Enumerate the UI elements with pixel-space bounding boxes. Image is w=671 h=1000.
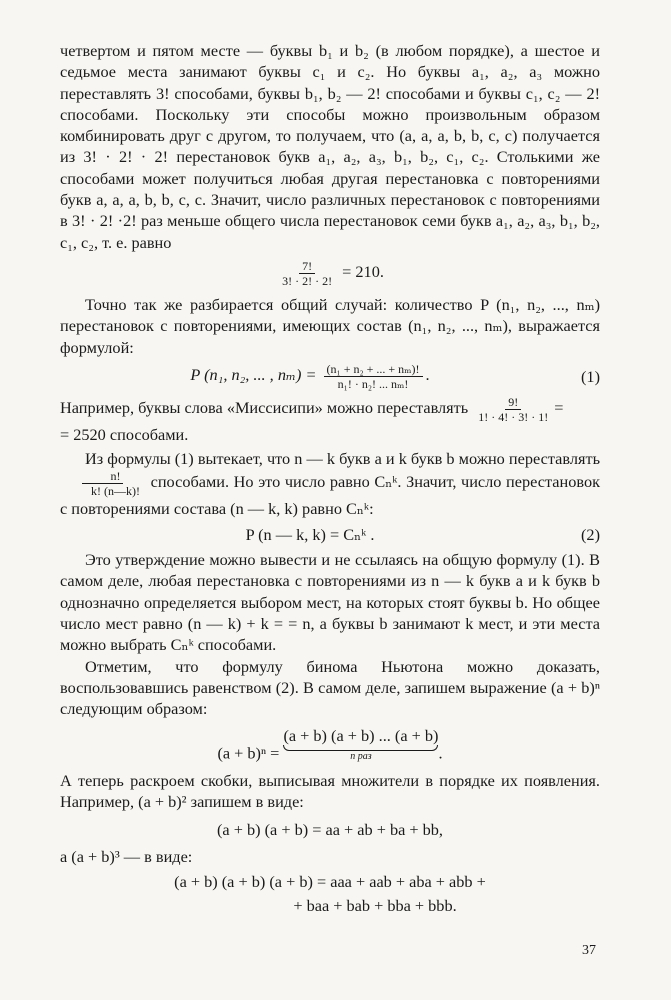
paragraph-1: четвертом и пятом месте — буквы b₁ и b₂ (в любом порядке), а шестое и седьмое места занимают буквы c₁ и c₂. Но буквы a₁, a₂, a₃ можно переставлять 3! способами, буквы b₁, b₂ — 2! способами и буквы c₁, c₂ — 2! способами. Поскольку эти способы можно произвольным образом комбинировать друг с другом, то получаем, что (a, a, a, b, b, c, c) получается из 3! · 2! · 2! перестановок букв a₁, a₂, a₃, b₁, b₂, c₁, c₂. Столькими же способами может получиться любая другая перестановка с повторениями букв a, a, a, b, b, c, c. Значит, число различных перестановок с повторениями в 3! · 2! ·2! раз меньше общего числа перестановок семи букв a₁, a₂, a₃, b₁, b₂, c₁, c₂, т. е. равно [60,41,600,252]
formula-1 [60,362,600,391]
formula-210-rhs: = 210. [342,262,384,282]
underbrace-product [283,725,438,761]
paragraph-8: а (a + b)³ — в виде: [60,846,193,866]
paragraph-5: Это утверждение можно вывести и не ссылаясь на общую формулу (1). В самом деле, любая перестановка с повторениями из n — k букв a и k букв b однозначно определяется выбором мест, на которых стоят буквы b. Но общее число мест равно (n — k) + k = = n, а буквы b занимают k мест, и эти места можно выбрать Cₙᵏ способами. [60,550,600,655]
formula-1-body [60,362,560,391]
formula-210-fraction [279,259,335,288]
formula-1-lhs: P (n₁, n₂, ... , nₘ) = [190,365,317,385]
fraction-denominator: k! (n—k)! [91,484,140,499]
formula-210 [60,259,600,288]
formula-binomial-lhs: (a + b)ⁿ = [217,743,280,763]
fraction-numerator: n! [82,469,123,484]
paragraph-3-text: Например, буквы слова «Миссисипи» можно переставлять [60,398,469,418]
underbrace-label: n раз [350,750,372,762]
formula-binomial-power [60,725,600,764]
page-body [60,40,600,918]
fraction-numerator: (n₁ + n₂ + ... + nₘ)! [324,362,423,377]
underbrace-content: (a + b) (a + b) ... (a + b) [283,726,439,746]
formula-binomial-end: . [438,743,443,763]
paragraph-2: Точно так же разбирается общий случай: количество P (n₁, n₂, ..., nₘ) перестановок с повторениями, имеющих состав (n₁, n₂, ..., nₘ), выражается формулой: [60,294,600,357]
formula-2 [60,524,600,545]
paragraph-6: Отметим, что формулу бинома Ньютона можно доказать, воспользовавшись равенством (2). В самом деле, запишем выражение (a + b)ⁿ следующим образом: [60,656,600,719]
formula-cube-expansion-line-2: + baa + bab + bba + bbb. [293,895,457,915]
paragraph-3 [60,395,600,445]
paragraph-4-text-b: способами. Но это число равно Cₙᵏ. Значит, число перестановок с повторениями состава (n — k, k) равно Cₙᵏ: [60,472,600,519]
page-number: 37 [582,943,596,958]
paragraph-3-result: = 2520 способами. [60,424,189,444]
fraction-denominator: n₁! · n₂! ... nₘ! [337,376,409,391]
paragraph-3-equals: = [554,398,564,418]
equation-number-2: (2) [581,524,600,544]
fraction-numerator: 7! [299,259,315,274]
formula-2-body: P (n — k, k) = Cₙᵏ . [245,524,375,544]
fraction-numerator: 9! [505,395,521,410]
paragraph-7: А теперь раскроем скобки, выписывая множители в порядке их появления. Например, (a + b)² запишем в виде: [60,771,600,812]
formula-1-end: . [425,365,430,385]
mississippi-fraction [475,395,551,424]
formula-1-fraction [324,362,423,391]
fraction-denominator: 3! · 2! · 2! [282,273,333,288]
equation-number-1: (1) [581,366,600,386]
fraction-denominator: 1! · 4! · 3! · 1! [478,409,549,424]
paragraph-4 [60,448,600,520]
binomial-fraction [63,469,143,498]
formula-square-expansion: (a + b) (a + b) = aa + ab + ba + bb, [217,819,443,839]
formula-cube-expansion-line-1: (a + b) (a + b) (a + b) = aaa + aab + aba + abb + [174,872,486,892]
paragraph-4-text-a: Из формулы (1) вытекает, что n — k букв a и k букв b можно переставлять [85,449,600,469]
